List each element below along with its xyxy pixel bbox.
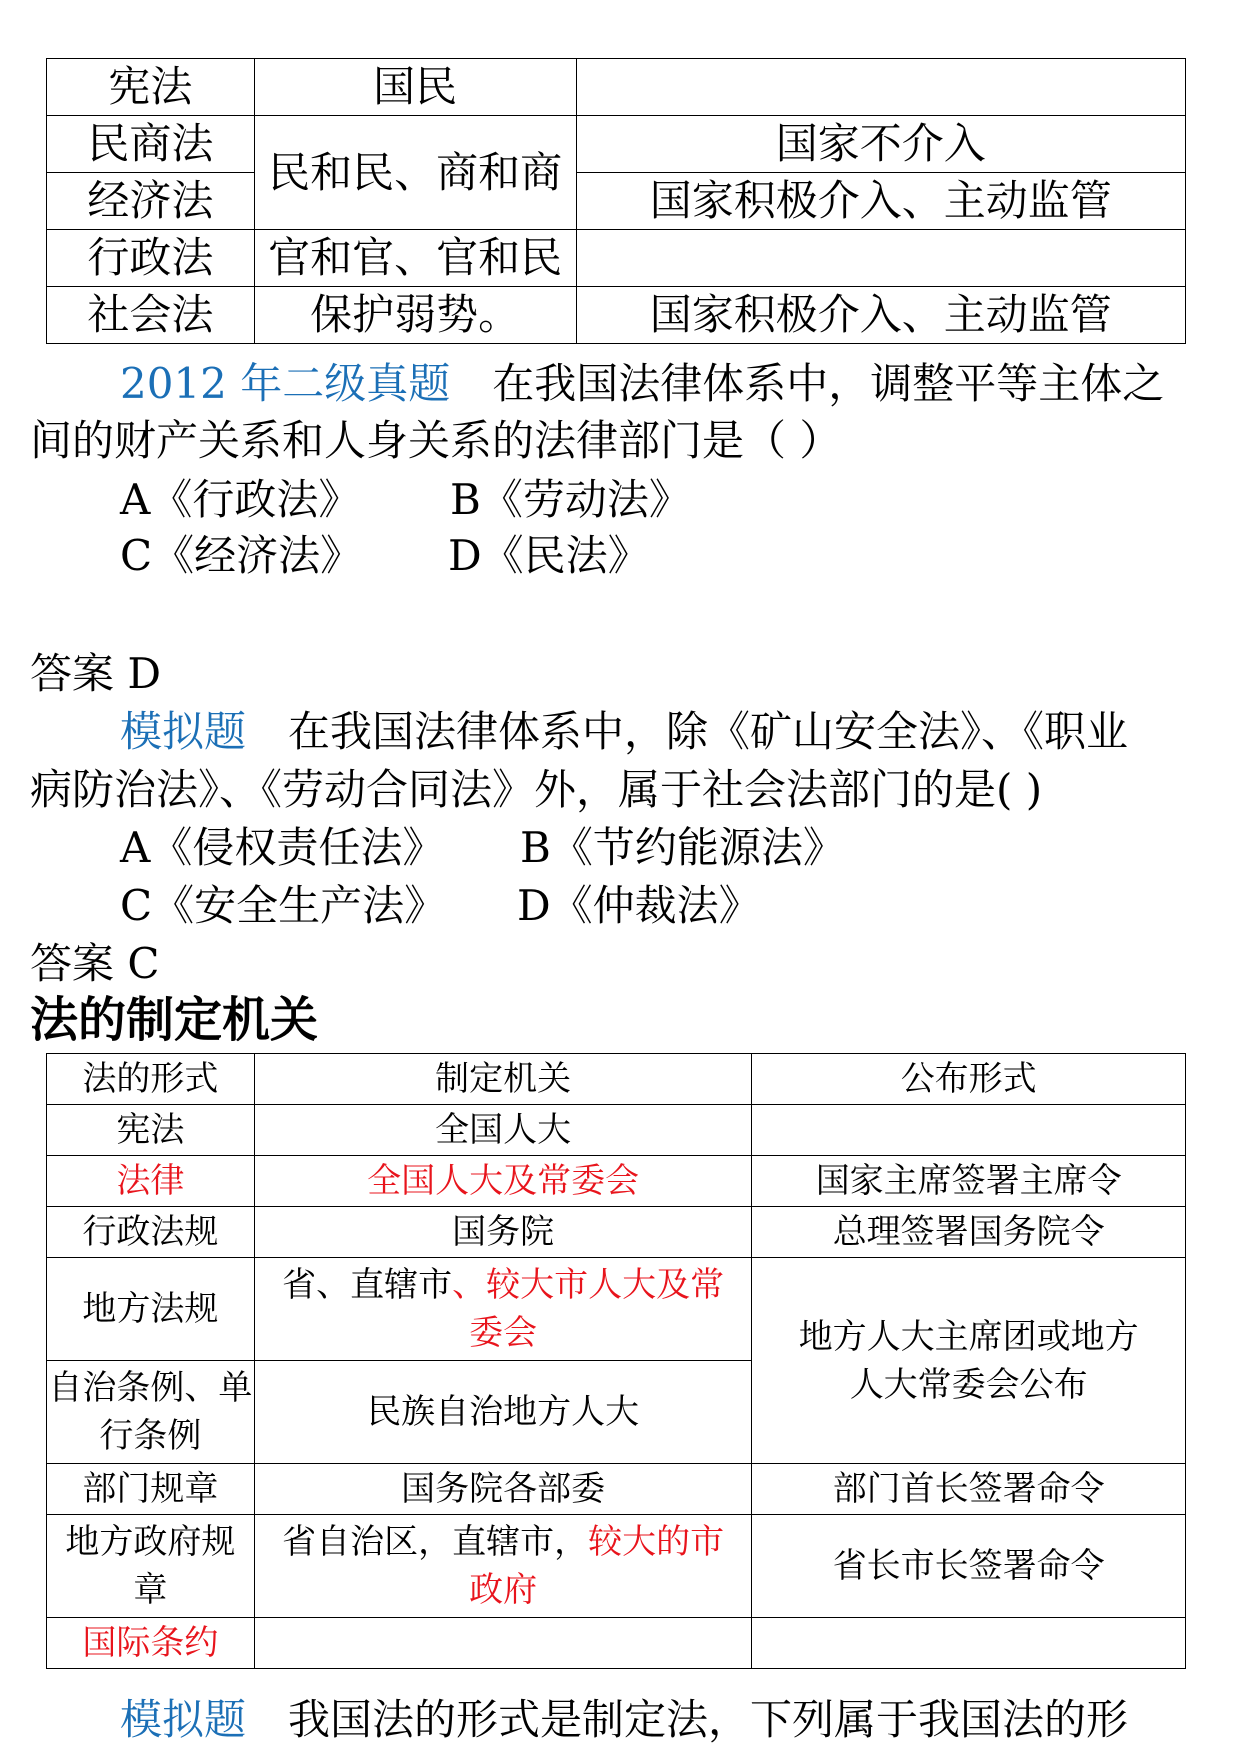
q2-stem-line1: [0, 704, 1241, 760]
intervention-cell: 国家积极介入、主动监管: [576, 287, 1185, 344]
organ-cell: 国务院各部委: [254, 1464, 752, 1515]
lawmaking-organ-table: [46, 1053, 1186, 1669]
publish-text-2: 人大常委会公布: [849, 1364, 1088, 1405]
law-cell: 社会法: [47, 287, 255, 344]
table-row: [47, 1105, 1186, 1156]
subject-cell: 国民: [254, 59, 576, 116]
organ-highlight-2: 委会: [469, 1313, 538, 1353]
table-header-row: [47, 1054, 1186, 1105]
form-text-2: 行条例: [99, 1416, 202, 1456]
q1-option-c: C《经济法》: [120, 531, 363, 580]
table-row: [47, 173, 1186, 230]
header-publish: 公布形式: [752, 1054, 1186, 1105]
organ-highlight: 较大的市: [588, 1522, 725, 1562]
intervention-cell: 国家积极介入、主动监管: [576, 173, 1185, 230]
header-form: 法的形式: [47, 1054, 255, 1105]
table-row: [47, 1207, 1186, 1258]
q1-option-d: D《民法》: [448, 531, 650, 580]
table-row: [47, 1156, 1186, 1207]
q1-stem-line2: 间的财产关系和人身关系的法律部门是（ ）: [30, 416, 842, 465]
form-cell: 法律: [47, 1156, 255, 1207]
intervention-cell: 国家不介入: [576, 116, 1185, 173]
subject-cell: 官和官、官和民: [254, 230, 576, 287]
subject-cell: 民和民、商和商: [254, 116, 576, 230]
table-row: [47, 1258, 1186, 1361]
q1-answer: 答案 D: [30, 649, 162, 698]
organ-cell: 国务院: [254, 1207, 752, 1258]
q2-stem-text1: 在我国法律体系中，除《矿山安全法》、《职业: [246, 707, 1129, 756]
q2-option-c: C《安全生产法》: [120, 881, 447, 930]
organ-text: 省、直辖市: [282, 1265, 453, 1305]
intervention-cell: [576, 59, 1185, 116]
organ-cell: [254, 1515, 752, 1618]
form-text-1: 地方政府规: [65, 1522, 236, 1562]
organ-text: 省自治区，直辖市，: [282, 1522, 589, 1562]
law-cell: 行政法: [47, 230, 255, 287]
publish-cell: [752, 1105, 1186, 1156]
organ-cell: [254, 1258, 752, 1361]
q1-options-ab: [0, 472, 1241, 528]
table-row: [47, 1515, 1186, 1618]
publish-cell: 国家主席签署主席令: [752, 1156, 1186, 1207]
q3-tag: 模拟题: [120, 1695, 247, 1744]
q2-answer: 答案 C: [30, 939, 160, 988]
organ-highlight: 、较大市人大及常: [452, 1265, 725, 1305]
q1-tag: 2012 年二级真题: [120, 359, 451, 408]
organ-cell: 全国人大及常委会: [254, 1156, 752, 1207]
form-text-1: 自治条例、单: [48, 1368, 253, 1408]
table-row: [47, 1464, 1186, 1515]
q1-option-b: B《劳动法》: [450, 475, 691, 524]
q2-tag: 模拟题: [120, 707, 247, 756]
organ-highlight-2: 政府: [469, 1570, 538, 1610]
publish-cell: 部门首长签署命令: [752, 1464, 1186, 1515]
law-cell: 民商法: [47, 116, 255, 173]
publish-cell: [752, 1618, 1186, 1669]
law-cell: 经济法: [47, 173, 255, 230]
table-row: [47, 287, 1186, 344]
section-title: 法的制定机关: [30, 992, 319, 1048]
q3-stem-line1: [0, 1692, 1241, 1748]
form-cell: [47, 1515, 255, 1618]
q1-option-a: A《行政法》: [120, 475, 361, 524]
organ-cell: 民族自治地方人大: [254, 1361, 752, 1464]
table-row: [47, 59, 1186, 116]
organ-cell: 全国人大: [254, 1105, 752, 1156]
q2-option-b: B《节约能源法》: [520, 823, 845, 872]
q1-options-cd: [0, 528, 1241, 584]
q2-options-cd: [0, 878, 1241, 934]
q2-option-d: D《仲裁法》: [517, 881, 761, 930]
publish-cell: [752, 1258, 1186, 1464]
intervention-cell: [576, 230, 1185, 287]
form-cell: 部门规章: [47, 1464, 255, 1515]
q2-stem-line2: 病防治法》、《劳动合同法》外，属于社会法部门的是( ): [30, 765, 1043, 814]
q1-stem-line1: [0, 356, 1241, 412]
publish-text-1: 地方人大主席团或地方: [798, 1316, 1139, 1357]
organ-cell: [254, 1618, 752, 1669]
form-cell: 宪法: [47, 1105, 255, 1156]
table-row: [47, 116, 1186, 173]
q2-options-ab: [0, 820, 1241, 876]
publish-cell: 省长市长签署命令: [752, 1515, 1186, 1618]
subject-cell: 保护弱势。: [254, 287, 576, 344]
form-cell: 地方法规: [47, 1258, 255, 1361]
header-organ: 制定机关: [254, 1054, 752, 1105]
q1-stem-text1: 在我国法律体系中，调整平等主体之: [450, 359, 1165, 408]
table-row: [47, 230, 1186, 287]
table-row: [47, 1618, 1186, 1669]
form-text-2: 章: [133, 1570, 168, 1610]
q2-option-a: A《侵权责任法》: [120, 823, 445, 872]
law-subject-table: [46, 58, 1186, 344]
publish-cell: 总理签署国务院令: [752, 1207, 1186, 1258]
form-cell: 国际条约: [47, 1618, 255, 1669]
form-cell: 行政法规: [47, 1207, 255, 1258]
law-cell: 宪法: [47, 59, 255, 116]
q3-stem-text1: 我国法的形式是制定法，下列属于我国法的形: [246, 1695, 1129, 1744]
form-cell: [47, 1361, 255, 1464]
